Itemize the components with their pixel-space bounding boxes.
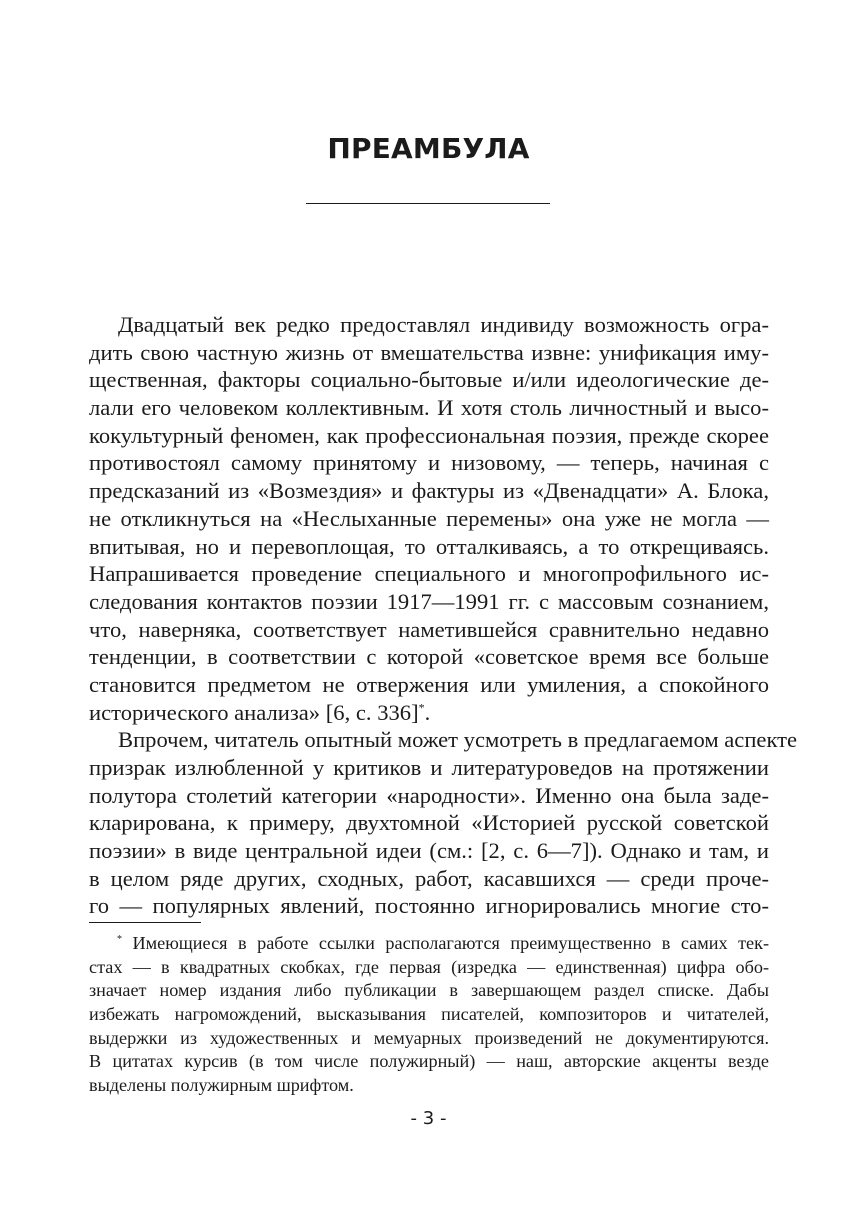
footnote-line: избежать нагромождений, высказывания писателей, композиторов и читателей, [89,1004,769,1025]
text-line: противостоял самому принятому и низовому, — теперь, начиная с [89,450,769,476]
text-line: не откликнуться на «Неслыханные перемены» она уже не могла — [89,505,769,531]
text-line: предсказаний из «Возмездия» и фактуры из «Двенадцати» А. Блока, [89,478,769,504]
footnote-line: значает номер издания либо публикации в завершающем раздел списке. Дабы [89,980,769,1001]
title-divider [306,203,550,204]
footnote-marker: * [117,933,122,945]
text-line: лали его человеком коллективным. И хотя столь личностный и высо- [89,395,769,421]
text-line: становится предметом не отвержения или умиления, а спокойного [89,671,769,697]
text-line: в целом ряде других, сходных, работ, касавшихся — среди проче- [89,865,769,891]
text-line: кларирована, к примеру, двухтомной «Историей русской советской [89,810,769,836]
text-line: Впрочем, читатель опытный может усмотреть в предлагаемом аспекте [118,727,798,753]
text-line [89,699,769,727]
footnote-line [89,932,769,956]
footnote-line: выделены полужирным шрифтом. [89,1075,354,1096]
text-line: кокультурный феномен, как профессиональная поэзия, прежде скорее [89,422,769,448]
footnote-divider [89,922,201,923]
footnote-reference: * [418,700,425,715]
footnote [89,932,769,1098]
text-line: го — популярных явлений, постоянно игнорировались многие сто- [89,893,769,919]
main-text [89,311,798,920]
text-line: призрак излюбленной у критиков и литературоведов на протяжении [89,755,769,780]
page-title: ПРЕАМБУЛА [327,132,530,165]
text-line: Напрашивается проведение специального и многопрофильного ис- [89,561,769,587]
text-line: щественная, факторы социально-бытовые и/или идеологические де- [89,367,769,393]
text-line: поэзии» в виде центральной идеи (см.: [2, с. 6—7]). Однако и там, и [89,838,769,864]
text-line: впитывая, но и перевоплощая, то отталкиваясь, а то открещиваясь. [89,533,769,559]
footnote-line-content: Имеющиеся в работе ссылки располагаются преимущественно в самих тек- [122,933,769,953]
footnote-line: стах — в квадратных скобках, где первая (изредка — единственная) цифра обо- [89,956,769,977]
page-number: - 3 - [410,1108,447,1129]
footnote-line: выдержки из художественных и мемуарных произведений не документируются. [89,1027,769,1048]
text-line: полутора столетий категории «народности». Именно она была заде- [89,782,769,808]
text-line: дить свою частную жизнь от вмешательства извне: унификация иму- [89,339,769,365]
text-line: тенденции, в соответствии с которой «советское время все больше [89,644,769,670]
text-line: следования контактов поэзии 1917—1991 гг. с массовым сознанием, [89,588,769,614]
text-line: что, наверняка, соответствует наметившейся сравнительно недавно [89,616,769,642]
text-line-content: исторического анализа» [6, с. 336] [89,699,419,725]
footnote-line: В цитатах курсив (в том числе полужирный) — наш, авторские акценты везде [89,1051,769,1072]
text-line: Двадцатый век редко предоставлял индивиду возможность огра- [118,312,769,337]
sentence-end: . [424,699,431,725]
